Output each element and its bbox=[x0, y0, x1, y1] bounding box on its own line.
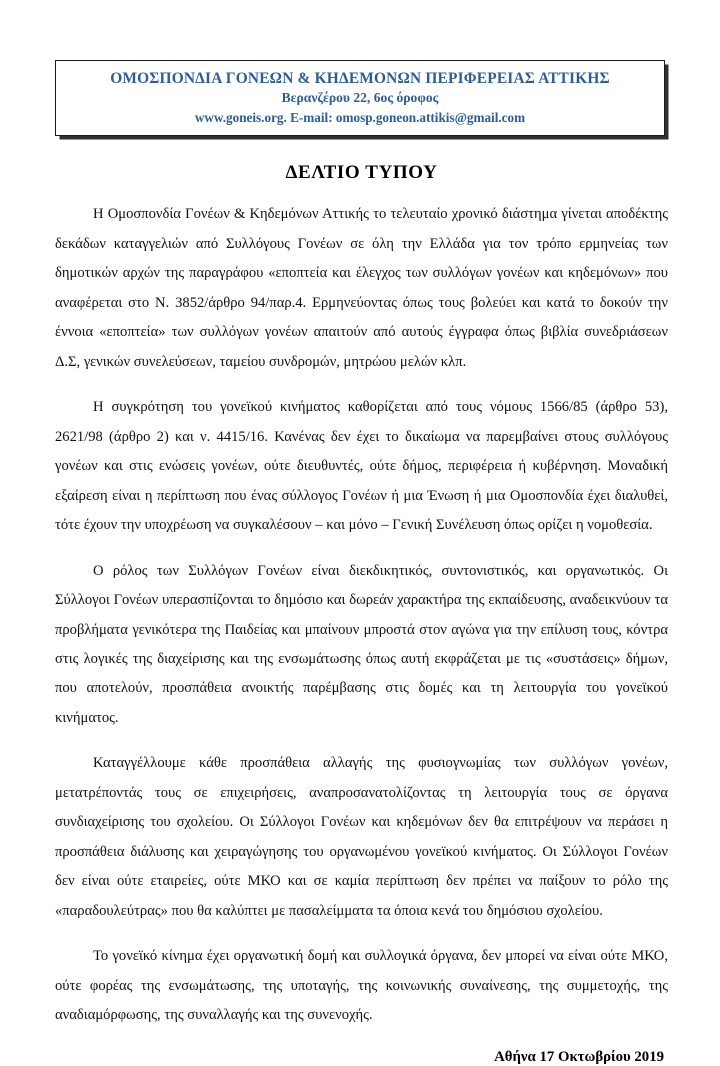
signoff-date: Αθήνα 17 Οκτωβρίου 2019 bbox=[494, 1048, 664, 1065]
document-body bbox=[0, 162, 720, 1065]
letterhead-box bbox=[55, 60, 665, 136]
organization-contact: www.goneis.org. E-mail: omosp.goneon.attikis@gmail.com bbox=[194, 109, 526, 125]
paragraph-2: Η συγκρότηση του γονεϊκού κινήματος καθορίζεται από τους νόμους 1566/85 (άρθρο 53), 2621/98 (άρθρο 2) και ν. 4415/16. Κανένας δεν έχει το δικαίωμα να παρεμβαίνει στους συλλόγους γονέων και στις ενώσεις γονέων, ούτε διευθυντές, ούτε δήμος, περιφέρεια ή κυβέρνηση. Μοναδική εξαίρεση είναι η περίπτωση που ένας σύλλογος Γονέων ή μια Ένωση ή μια Ομοσπονδία έχει διαλυθεί, τότε έχουν την υποχρέωση να συγκαλέσουν – και μόνο – Γενική Συνέλευση όπως ορίζει η νομοθεσία. bbox=[55, 399, 668, 534]
organization-name: ΟΜΟΣΠΟΝΔΙΑ ΓΟΝΕΩΝ & ΚΗΔΕΜΟΝΩΝ ΠΕΡΙΦΕΡΕΙΑΣ ΑΤΤΙΚΗΣ bbox=[110, 70, 610, 87]
page-title: ΔΕΛΤΙΟ ΤΥΠΟΥ bbox=[285, 162, 438, 184]
letterhead-container bbox=[0, 0, 720, 136]
paragraph-1: Η Ομοσπονδία Γονέων & Κηδεμόνων Αττικής το τελευταίο χρονικό διάστημα γίνεται αποδέκτης δεκάδων καταγγελιών από Συλλόγους Γονέων σε όλη την Ελλάδα για τον τρόπο ερμηνείας των δημοτικών αρχών της παραγράφου «εποπτεία και έλεγχος των συλλόγων γονέων και κηδεμόνων» που αναφέρεται στο Ν. 3852/άρθρο 94/παρ.4. Ερμηνεύοντας όπως τους βολεύει και κατά το δοκούν την έννοια «εποπτεία» των συλλόγων γονέων απαιτούν από αυτούς έγγραφα όπως βιβλία συνεδριάσεων Δ.Σ, γενικών συνελεύσεων, ταμείου συνδρομών, μητρώου μελών κλπ. bbox=[55, 206, 668, 370]
paragraph-3: Ο ρόλος των Συλλόγων Γονέων είναι διεκδικητικός, συντονιστικός, και οργανωτικός. Οι Σύλλογοι Γονέων υπερασπίζονται το δημόσιο και δωρεάν χαρακτήρα της εκπαίδευσης, αναδεικνύουν τα προβλήματα γενικότερα της Παιδείας και μπαίνουν μπροστά στον αγώνα για την επίλυση τους, κόντρα στις λογικές της διαχείρισης και της ενσωμάτωσης όπως αυτή εκφράζεται με τις «συστάσεις» δήμων, που αποτελούν, προσπάθεια ανοικτής παρέμβασης στις δομές και τη λειτουργία του γονεϊκού κινήματος. bbox=[55, 562, 668, 726]
organization-address: Βερανζέρου 22, 6ος όροφος bbox=[281, 90, 439, 106]
paragraph-5: Το γονεϊκό κίνημα έχει οργανωτική δομή και συλλογικά όργανα, δεν μπορεί να είναι ούτε ΜΚΟ, ούτε φορέας της ενσωμάτωσης, της υποταγής, της κοινωνικής συναίνεσης, της συμμετοχής, της αναδιαμόρφωσης, της συναλλαγής και της συνενοχής. bbox=[55, 948, 668, 1024]
paragraph-4: Καταγγέλλουμε κάθε προσπάθεια αλλαγής της φυσιογνωμίας των συλλόγων γονέων, μετατρέποντάς τους σε επιχειρήσεις, αναπροσανατολίζοντας τη λειτουργία τους σε όργανα συνδιαχείρισης του σχολείου. Οι Σύλλογοι Γονέων και κηδεμόνων δεν θα επιτρέψουν να περάσει η προσπάθεια διάλυσης και χειραγώγησης του οργανωμένου γονεϊκού κινήματος. Οι Σύλλογοι Γονέων δεν είναι ούτε εταιρείες, ούτε ΜΚΟ και σε καμία περίπτωση δεν πρέπει να παίξουν το ρόλο της «παραδουλεύτρας» που θα καλύπτει με πασαλείμματα τα όποια κενά του δημόσιου σχολείου. bbox=[55, 755, 668, 919]
